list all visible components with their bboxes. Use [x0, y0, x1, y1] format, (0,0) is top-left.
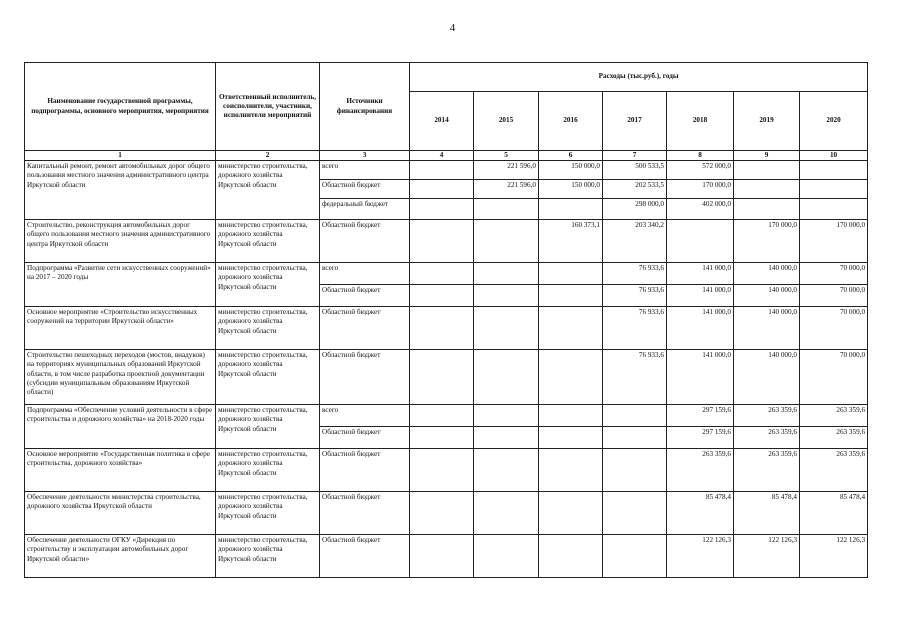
- header-year: 2015: [474, 92, 539, 151]
- header-year: 2019: [734, 92, 800, 151]
- value-cell-2019: 140 000,0: [734, 307, 800, 350]
- value-cell-2016: [539, 350, 603, 405]
- header-year: 2020: [800, 92, 868, 151]
- column-number: 4: [410, 151, 474, 161]
- row-executor: министерство строительства, дорожного хозяйства Иркутской области: [216, 307, 320, 350]
- table-row: [25, 405, 868, 427]
- value-cell-2016: [539, 405, 603, 427]
- value-cell-2015: [474, 405, 539, 427]
- value-cell-2015: [474, 449, 539, 492]
- value-cell-2017: [603, 427, 667, 449]
- value-cell-2016: [539, 492, 603, 535]
- value-cell-2014: [410, 161, 474, 180]
- value-cell-2017: 298 000,0: [603, 199, 667, 220]
- value-cell-2017: 76 933,6: [603, 285, 667, 307]
- budget-table: [24, 62, 868, 578]
- value-cell-2018: 141 000,0: [667, 263, 734, 285]
- value-cell-2014: [410, 263, 474, 285]
- value-cell-2016: [539, 263, 603, 285]
- value-cell-2016: [539, 307, 603, 350]
- value-cell-2017: 76 933,6: [603, 350, 667, 405]
- header-year: 2014: [410, 92, 474, 151]
- row-source: всего: [320, 405, 410, 427]
- value-cell-2014: [410, 492, 474, 535]
- table-row: [25, 449, 868, 492]
- value-cell-2020: 122 126,3: [800, 535, 868, 578]
- row-source: Областной бюджет: [320, 492, 410, 535]
- column-number: 1: [25, 151, 216, 161]
- row-name: Подпрограмма «Обеспечение условий деятельности в сфере строительства и дорожного хозяйства» на 2018-2020 годы: [25, 405, 216, 449]
- value-cell-2019: 122 126,3: [734, 535, 800, 578]
- value-cell-2020: 263 359,6: [800, 449, 868, 492]
- value-cell-2015: [474, 220, 539, 263]
- row-executor: министерство строительства, дорожного хозяйства Иркутской области: [216, 449, 320, 492]
- value-cell-2015: [474, 427, 539, 449]
- row-source: Областной бюджет: [320, 180, 410, 199]
- value-cell-2016: [539, 535, 603, 578]
- value-cell-2016: 150 000,0: [539, 161, 603, 180]
- row-executor: министерство строительства, дорожного хозяйства Иркутской области: [216, 220, 320, 263]
- value-cell-2018: 141 000,0: [667, 307, 734, 350]
- value-cell-2014: [410, 180, 474, 199]
- row-name: Обеспечение деятельности ОГКУ «Дирекция по строительству и эксплуатации автомобильных дорог Иркутской области»: [25, 535, 216, 578]
- value-cell-2020: 70 000,0: [800, 307, 868, 350]
- column-number: 2: [216, 151, 320, 161]
- value-cell-2015: [474, 535, 539, 578]
- value-cell-2018: [667, 220, 734, 263]
- value-cell-2014: [410, 405, 474, 427]
- value-cell-2014: [410, 307, 474, 350]
- row-executor: министерство строительства, дорожного хозяйства Иркутской области: [216, 535, 320, 578]
- value-cell-2020: 70 000,0: [800, 350, 868, 405]
- row-executor: министерство строительства, дорожного хозяйства Иркутской области: [216, 350, 320, 405]
- value-cell-2016: 150 000,0: [539, 180, 603, 199]
- row-executor: министерство строительства, дорожного хозяйства Иркутской области: [216, 492, 320, 535]
- value-cell-2017: [603, 535, 667, 578]
- value-cell-2015: 221 596,0: [474, 180, 539, 199]
- value-cell-2020: [800, 199, 868, 220]
- column-number: 5: [474, 151, 539, 161]
- table-row: [25, 535, 868, 578]
- row-name: Обеспечение деятельности министерства строительства, дорожного хозяйства Иркутской области: [25, 492, 216, 535]
- column-number: 10: [800, 151, 868, 161]
- value-cell-2016: [539, 427, 603, 449]
- value-cell-2020: 263 359,6: [800, 427, 868, 449]
- value-cell-2018: 263 359,6: [667, 449, 734, 492]
- value-cell-2019: 170 000,0: [734, 220, 800, 263]
- value-cell-2017: [603, 449, 667, 492]
- value-cell-2017: 500 533,5: [603, 161, 667, 180]
- value-cell-2014: [410, 427, 474, 449]
- row-source: Областной бюджет: [320, 449, 410, 492]
- row-executor: министерство строительства, дорожного хозяйства Иркутской области: [216, 161, 320, 220]
- value-cell-2018: 141 000,0: [667, 350, 734, 405]
- row-executor: министерство строительства, дорожного хозяйства Иркутской области: [216, 263, 320, 307]
- row-source: Областной бюджет: [320, 350, 410, 405]
- header-year: 2018: [667, 92, 734, 151]
- value-cell-2015: [474, 263, 539, 285]
- row-name: Подпрограмма «Развитие сети искусственных сооружений» на 2017 – 2020 годы: [25, 263, 216, 307]
- value-cell-2018: 402 000,0: [667, 199, 734, 220]
- value-cell-2020: [800, 161, 868, 180]
- header-name: Наименование государственной программы, подпрограммы, основного мероприятия, мероприятия: [25, 63, 216, 151]
- value-cell-2020: 85 478,4: [800, 492, 868, 535]
- table-row: [25, 307, 868, 350]
- row-source: Областной бюджет: [320, 535, 410, 578]
- header-year: 2017: [603, 92, 667, 151]
- row-name: Строительство, реконструкция автомобильных дорог общего пользования местного значения административного центра Иркутской области: [25, 220, 216, 263]
- value-cell-2015: [474, 307, 539, 350]
- value-cell-2017: [603, 492, 667, 535]
- row-source: Областной бюджет: [320, 285, 410, 307]
- column-number: 6: [539, 151, 603, 161]
- value-cell-2019: 140 000,0: [734, 285, 800, 307]
- value-cell-2020: 70 000,0: [800, 285, 868, 307]
- value-cell-2017: 76 933,6: [603, 263, 667, 285]
- value-cell-2015: [474, 285, 539, 307]
- row-source: всего: [320, 263, 410, 285]
- value-cell-2018: 572 000,0: [667, 161, 734, 180]
- value-cell-2016: [539, 449, 603, 492]
- value-cell-2018: 85 478,4: [667, 492, 734, 535]
- value-cell-2018: 170 000,0: [667, 180, 734, 199]
- row-source: Областной бюджет: [320, 307, 410, 350]
- row-source: всего: [320, 161, 410, 180]
- value-cell-2020: [800, 180, 868, 199]
- value-cell-2019: [734, 180, 800, 199]
- row-source: федеральный бюджет: [320, 199, 410, 220]
- value-cell-2019: 140 000,0: [734, 350, 800, 405]
- table-row: [25, 263, 868, 285]
- row-name: Капитальный ремонт, ремонт автомобильных дорог общего пользования местного значения административного центра Иркутской области: [25, 161, 216, 220]
- value-cell-2015: [474, 492, 539, 535]
- header-spend: Расходы (тыс.руб.), годы: [410, 63, 868, 92]
- table-row: [25, 350, 868, 405]
- table-row: [25, 220, 868, 263]
- value-cell-2017: 76 933,6: [603, 307, 667, 350]
- value-cell-2015: 221 596,0: [474, 161, 539, 180]
- row-executor: министерство строительства, дорожного хозяйства Иркутской области: [216, 405, 320, 449]
- value-cell-2018: 297 159,6: [667, 405, 734, 427]
- value-cell-2020: 170 000,0: [800, 220, 868, 263]
- value-cell-2017: 203 340,2: [603, 220, 667, 263]
- header-executor: Ответственный исполнитель, соисполнители, участники, исполнители мероприятий: [216, 63, 320, 151]
- value-cell-2018: 141 000,0: [667, 285, 734, 307]
- value-cell-2020: 70 000,0: [800, 263, 868, 285]
- column-number: 3: [320, 151, 410, 161]
- value-cell-2019: 263 359,6: [734, 449, 800, 492]
- row-source: Областной бюджет: [320, 220, 410, 263]
- row-source: Областной бюджет: [320, 427, 410, 449]
- value-cell-2014: [410, 199, 474, 220]
- value-cell-2019: 85 478,4: [734, 492, 800, 535]
- value-cell-2014: [410, 220, 474, 263]
- page-number: 4: [449, 22, 456, 34]
- value-cell-2019: [734, 199, 800, 220]
- header-year: 2016: [539, 92, 603, 151]
- value-cell-2015: [474, 199, 539, 220]
- row-name: Основное мероприятие «Государственная политика в сфере строительства, дорожного хозяйства»: [25, 449, 216, 492]
- value-cell-2019: 263 359,6: [734, 427, 800, 449]
- row-name: Основное мероприятие «Строительство искусственных сооружений на территории Иркутской области»: [25, 307, 216, 350]
- row-name: Строительство пешеходных переходов (мостов, виадуков) на территориях муниципальных образований Иркутской области, в том числе разработка проектной документации (субсидии муниципальным образованиям Иркутской области): [25, 350, 216, 405]
- value-cell-2014: [410, 285, 474, 307]
- value-cell-2018: 122 126,3: [667, 535, 734, 578]
- column-number: 9: [734, 151, 800, 161]
- value-cell-2020: 263 359,6: [800, 405, 868, 427]
- value-cell-2019: [734, 161, 800, 180]
- value-cell-2015: [474, 350, 539, 405]
- value-cell-2016: 160 373,1: [539, 220, 603, 263]
- value-cell-2014: [410, 350, 474, 405]
- value-cell-2019: 263 359,6: [734, 405, 800, 427]
- value-cell-2017: [603, 405, 667, 427]
- column-number: 7: [603, 151, 667, 161]
- value-cell-2019: 140 000,0: [734, 263, 800, 285]
- table-row: [25, 161, 868, 180]
- value-cell-2014: [410, 535, 474, 578]
- value-cell-2016: [539, 199, 603, 220]
- value-cell-2017: 202 533,5: [603, 180, 667, 199]
- table-row: [25, 492, 868, 535]
- column-number: 8: [667, 151, 734, 161]
- value-cell-2016: [539, 285, 603, 307]
- value-cell-2018: 297 159,6: [667, 427, 734, 449]
- value-cell-2014: [410, 449, 474, 492]
- header-source: Источники финансирования: [320, 63, 410, 151]
- table-body: [25, 161, 868, 578]
